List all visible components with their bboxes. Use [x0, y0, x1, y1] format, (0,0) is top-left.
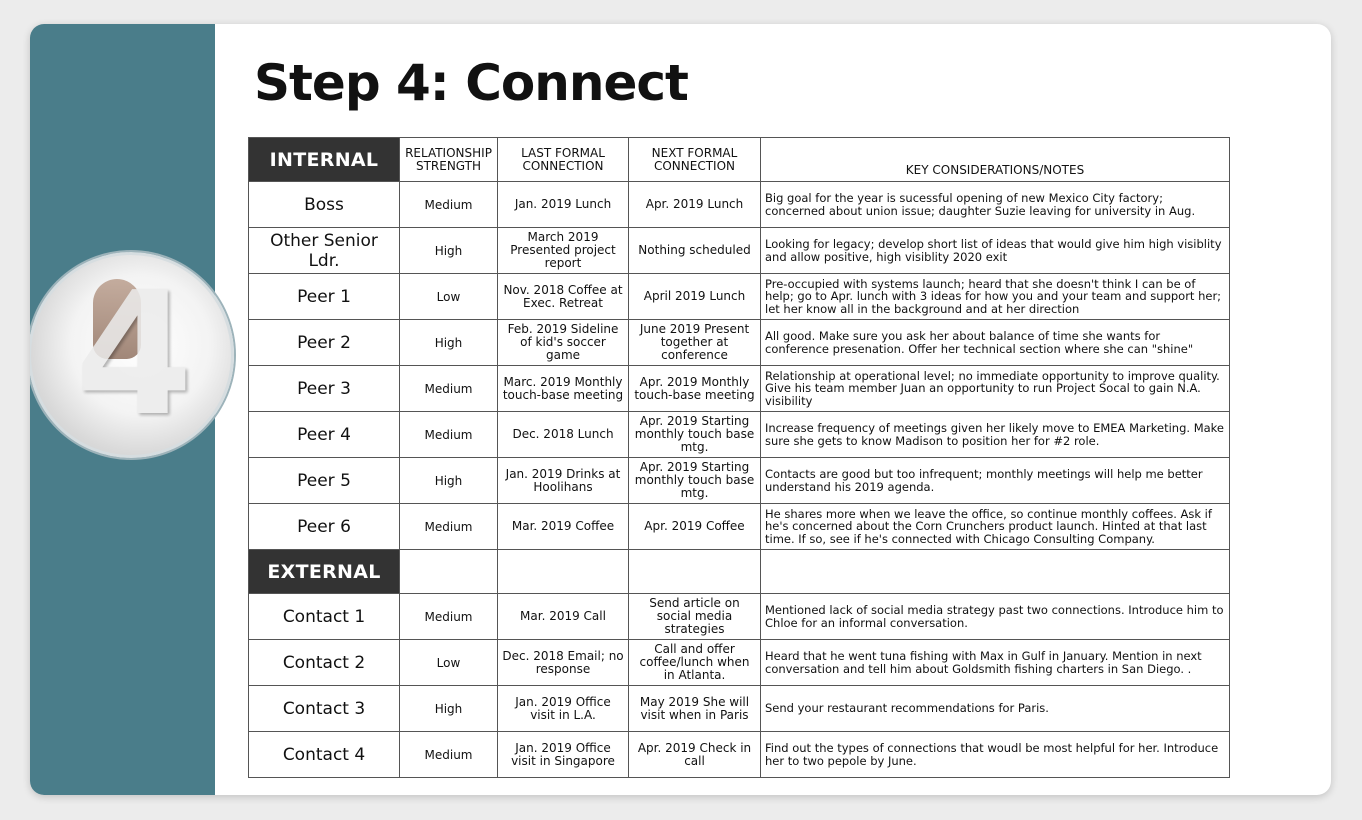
contact-name-cell: Peer 2 — [249, 320, 400, 366]
next-connection-cell: Apr. 2019 Lunch — [629, 182, 761, 228]
last-connection-cell: Jan. 2019 Drinks at Hoolihans — [498, 458, 629, 504]
last-connection-cell: Nov. 2018 Coffee at Exec. Retreat — [498, 274, 629, 320]
next-connection-cell: Apr. 2019 Check in call — [629, 732, 761, 778]
connections-table — [248, 137, 1230, 778]
empty-cell — [498, 550, 629, 594]
relationship-strength-cell: Medium — [400, 366, 498, 412]
contact-name-cell: Boss — [249, 182, 400, 228]
last-connection-column-header: LAST FORMAL CONNECTION — [498, 138, 629, 182]
internal-rows — [249, 182, 1230, 550]
next-connection-cell: Call and offer coffee/lunch when in Atlanta. — [629, 640, 761, 686]
empty-cell — [400, 550, 498, 594]
contact-name-cell: Contact 1 — [249, 594, 400, 640]
next-connection-cell: June 2019 Present together at conference — [629, 320, 761, 366]
key-notes-cell: Find out the types of connections that woudl be most helpful for her. Introduce her to two pepole by June. — [761, 732, 1230, 778]
contact-name-cell: Contact 2 — [249, 640, 400, 686]
table-row — [249, 228, 1230, 274]
contact-name-cell: Peer 3 — [249, 366, 400, 412]
key-notes-cell: Relationship at operational level; no immediate opportunity to improve quality. Give his team member Juan an opportunity to run Project Socal to gain N.A. visibility — [761, 366, 1230, 412]
relationship-strength-cell: Medium — [400, 182, 498, 228]
relationship-strength-cell: High — [400, 686, 498, 732]
contact-name-cell: Peer 6 — [249, 504, 400, 550]
table-row — [249, 412, 1230, 458]
external-section-label: EXTERNAL — [249, 550, 400, 594]
last-connection-cell: Marc. 2019 Monthly touch-base meeting — [498, 366, 629, 412]
key-notes-cell: Big goal for the year is sucessful opening of new Mexico City factory; concerned about union issue; daughter Suzie leaving for university in Aug. — [761, 182, 1230, 228]
relationship-strength-cell: High — [400, 458, 498, 504]
key-notes-cell: He shares more when we leave the office, so continue monthly coffees. Ask if he's concerned about the Corn Crunchers product launch. Hinted at that last time. If so, see if he's connected with Chicago Consulting Company. — [761, 504, 1230, 550]
table-row — [249, 458, 1230, 504]
table-row — [249, 686, 1230, 732]
next-connection-cell: Apr. 2019 Starting monthly touch base mtg. — [629, 458, 761, 504]
contact-name-cell: Peer 4 — [249, 412, 400, 458]
empty-cell — [629, 550, 761, 594]
external-header-row — [249, 550, 1230, 594]
strength-column-header: RELATIONSHIP STRENGTH — [400, 138, 498, 182]
key-notes-cell: Pre-occupied with systems launch; heard that she doesn't think I can be of help; go to Apr. lunch with 3 ideas for how you and your team and support her; let her know all in the background and at her direction — [761, 274, 1230, 320]
table-row — [249, 274, 1230, 320]
last-connection-cell: Mar. 2019 Call — [498, 594, 629, 640]
step-number-badge — [30, 252, 234, 458]
badge-digit: 4 — [74, 256, 194, 454]
relationship-strength-cell: Medium — [400, 504, 498, 550]
external-header-body — [249, 550, 1230, 594]
key-notes-cell: All good. Make sure you ask her about balance of time she wants for conference presenation. Offer her technical section where she can "shine" — [761, 320, 1230, 366]
next-connection-cell: Apr. 2019 Coffee — [629, 504, 761, 550]
table-row — [249, 182, 1230, 228]
last-connection-cell: Mar. 2019 Coffee — [498, 504, 629, 550]
relationship-strength-cell: Low — [400, 274, 498, 320]
table-row — [249, 504, 1230, 550]
notes-column-header: KEY CONSIDERATIONS/NOTES — [761, 138, 1230, 182]
key-notes-cell: Contacts are good but too infrequent; monthly meetings will help me better understand his 2019 agenda. — [761, 458, 1230, 504]
internal-header-row — [249, 138, 1230, 182]
internal-section-label: INTERNAL — [249, 138, 400, 182]
next-connection-cell: Send article on social media strategies — [629, 594, 761, 640]
key-notes-cell: Mentioned lack of social media strategy past two connections. Introduce him to Chloe for an informal conversation. — [761, 594, 1230, 640]
key-notes-cell: Increase frequency of meetings given her likely move to EMEA Marketing. Make sure she gets to know Madison to position her for #2 role. — [761, 412, 1230, 458]
last-connection-cell: Jan. 2019 Office visit in L.A. — [498, 686, 629, 732]
relationship-strength-cell: High — [400, 320, 498, 366]
slide — [30, 24, 1331, 795]
last-connection-cell: Jan. 2019 Lunch — [498, 182, 629, 228]
next-connection-column-header: NEXT FORMAL CONNECTION — [629, 138, 761, 182]
relationship-strength-cell: Medium — [400, 594, 498, 640]
next-connection-cell: April 2019 Lunch — [629, 274, 761, 320]
last-connection-cell: Feb. 2019 Sideline of kid's soccer game — [498, 320, 629, 366]
last-connection-cell: Jan. 2019 Office visit in Singapore — [498, 732, 629, 778]
next-connection-cell: Apr. 2019 Monthly touch-base meeting — [629, 366, 761, 412]
page-title: Step 4: Connect — [254, 54, 688, 112]
contact-name-cell: Contact 4 — [249, 732, 400, 778]
key-notes-cell: Send your restaurant recommendations for Paris. — [761, 686, 1230, 732]
next-connection-cell: Nothing scheduled — [629, 228, 761, 274]
contact-name-cell: Other Senior Ldr. — [249, 228, 400, 274]
relationship-strength-cell: High — [400, 228, 498, 274]
table-row — [249, 320, 1230, 366]
relationship-strength-cell: Medium — [400, 732, 498, 778]
last-connection-cell: Dec. 2018 Email; no response — [498, 640, 629, 686]
table-row — [249, 732, 1230, 778]
key-notes-cell: Heard that he went tuna fishing with Max in Gulf in January. Mention in next conversation and tell him about Goldsmith fishing charters in San Diego. . — [761, 640, 1230, 686]
next-connection-cell: Apr. 2019 Starting monthly touch base mtg. — [629, 412, 761, 458]
external-rows — [249, 594, 1230, 778]
relationship-strength-cell: Low — [400, 640, 498, 686]
table-row — [249, 594, 1230, 640]
contact-name-cell: Contact 3 — [249, 686, 400, 732]
contact-name-cell: Peer 5 — [249, 458, 400, 504]
table-row — [249, 366, 1230, 412]
last-connection-cell: March 2019 Presented project report — [498, 228, 629, 274]
last-connection-cell: Dec. 2018 Lunch — [498, 412, 629, 458]
key-notes-cell: Looking for legacy; develop short list of ideas that would give him high visiblity and allow positive, high visiblity 2020 exit — [761, 228, 1230, 274]
empty-cell — [761, 550, 1230, 594]
table-row — [249, 640, 1230, 686]
relationship-strength-cell: Medium — [400, 412, 498, 458]
contact-name-cell: Peer 1 — [249, 274, 400, 320]
next-connection-cell: May 2019 She will visit when in Paris — [629, 686, 761, 732]
